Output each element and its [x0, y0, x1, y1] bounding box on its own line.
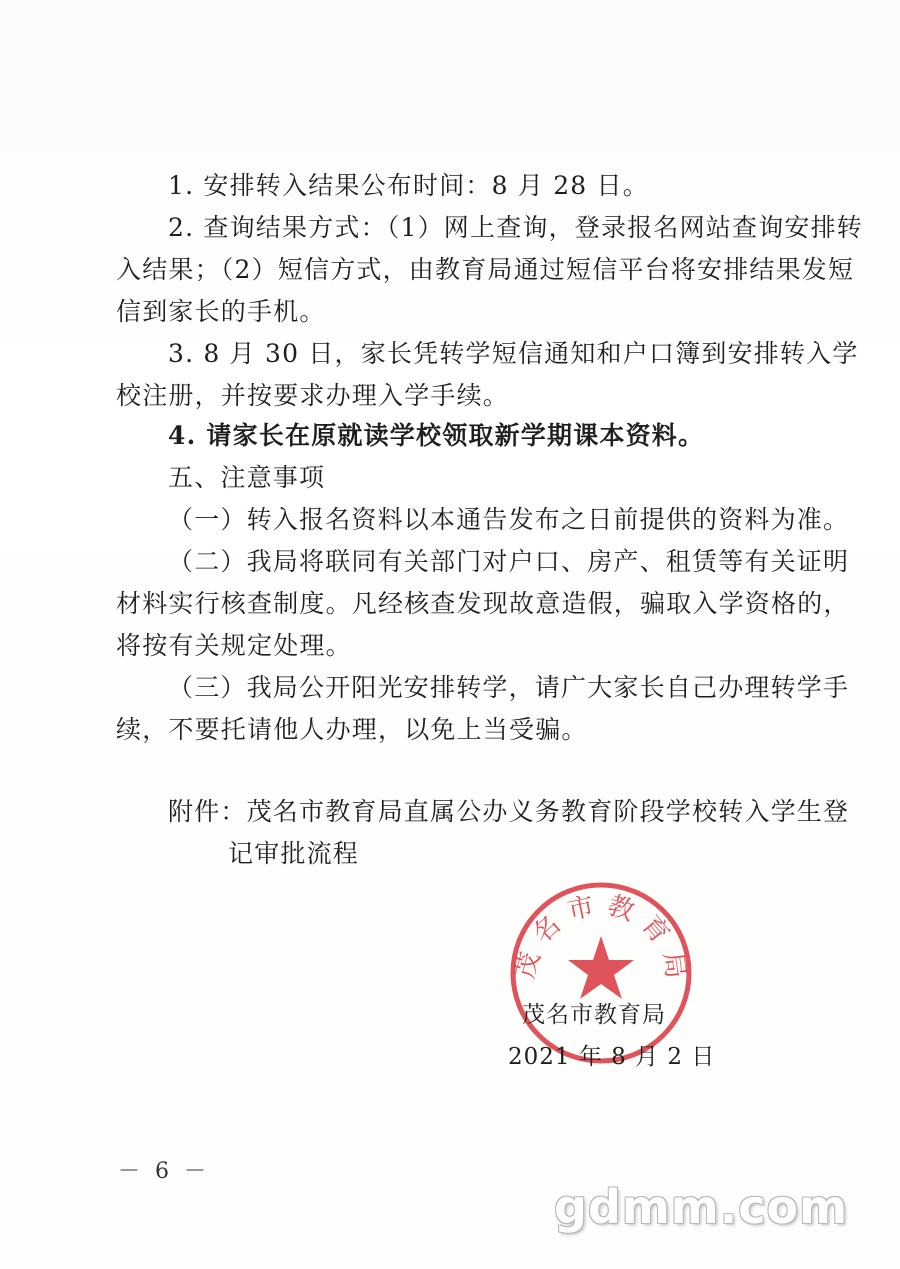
- note-3-cont: 续，不要托请他人办理，以免上当受骗。: [116, 715, 588, 744]
- paragraph-3: 3. 8 月 30 日，家长凭转学短信通知和户口簿到安排转入学: [168, 339, 859, 368]
- paragraph-2-cont-2: 信到家长的手机。: [116, 297, 326, 326]
- paragraph-2: 2. 查询结果方式：（1）网上查询，登录报名网站查询安排转: [168, 213, 864, 242]
- paragraph-1: 1. 安排转入结果公布时间：8 月 28 日。: [168, 171, 649, 200]
- signing-organization: 茂名市教育局: [522, 1002, 666, 1028]
- attachment-line: 附件：茂名市教育局直属公办义务教育阶段学校转入学生登: [168, 797, 850, 826]
- note-2-cont-1: 材料实行核查制度。凡经核查发现故意造假，骗取入学资格的，: [116, 589, 850, 618]
- svg-text:茂名市教育局: 茂名市教育局: [510, 889, 692, 991]
- paragraph-3-cont: 校注册，并按要求办理入学手续。: [116, 381, 510, 410]
- watermark: gdmm.com: [554, 1180, 848, 1234]
- signing-date: 2021 年 8 月 2 日: [508, 1044, 716, 1070]
- note-1: （一）转入报名资料以本通告发布之日前提供的资料为准。: [168, 505, 850, 534]
- section-heading: 五、注意事项: [168, 463, 326, 492]
- note-2-cont-2: 将按有关规定处理。: [116, 631, 352, 660]
- paragraph-2-cont-1: 入结果；（2）短信方式，由教育局通过短信平台将安排结果发短: [116, 255, 855, 284]
- attachment-line-cont: 记审批流程: [228, 839, 360, 868]
- page-number: － 6 －: [118, 1159, 210, 1184]
- paragraph-4: 4. 请家长在原就读学校领取新学期课本资料。: [168, 421, 705, 450]
- note-2: （二）我局将联同有关部门对户口、房产、租赁等有关证明: [168, 547, 850, 576]
- note-3: （三）我局公开阳光安排转学，请广大家长自己办理转学手: [168, 673, 850, 702]
